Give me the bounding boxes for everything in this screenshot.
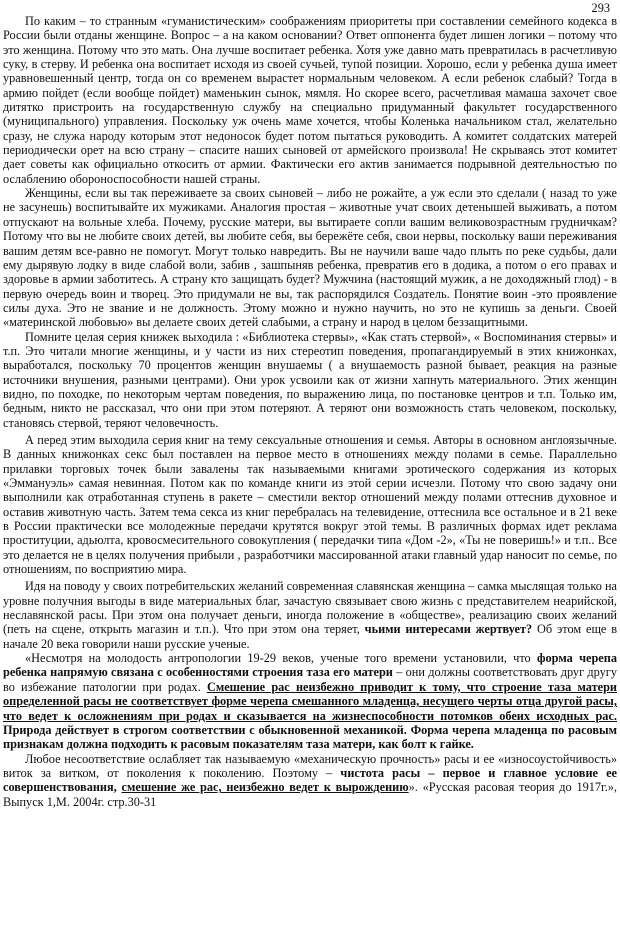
text-run: Природа действует в строгом соответствии с обыкновенной механикой. Форма черепа младенца по расовым признакам должна подходить к расовым показателям таза матери, как болт к гайке. xyxy=(3,722,617,752)
text-run: ». «Русская расовая теория до 1917г.», Выпуск 1,М. 2004г. стр.30-31 xyxy=(3,780,617,809)
paragraph-3 xyxy=(3,330,617,430)
text-run: Любое несоответствие ослабляет так называемую «механическую прочность» расы и ее «износоустойчивость» виток за витком, от поколения к поколению. Поэтому – xyxy=(3,751,617,780)
text-run: Женщины, если вы так переживаете за своих сыновей – либо не рожайте, а уж если это сделали ( назад то уже не засунешь) воспитывайте их мужиками. Аналогия простая – животные учат своих детенышей выживать, а потом отпускают на вольные хлеба. Почему, русские матери, вы вытираете сопли вашим великовозрастным грудничкам? Потому что вы не любите своих детей, вы любите себя, вы бережёте себя, свои нервы, поскольку ваши переживания вашим детям все-равно не помогут. Могут только навредить. Вы не научили ваше чадо плыть по реке судьбы, дали ему дырявую лодку в виде слабой воли, забив , зашпыняв ребенка, превратив его в додика, а потом о его правах и здоровье в армии заботитесь. А страну кто защищать будет? Мужчина (настоящий мужик, а не доходяжный глод) - в первую очередь воин и творец. Это придумали не вы, так распорядился Создатель. Понятие воин -это проявление силы духа. Это не звание и не должность. Этому можно и нужно научить, но это не купишь за деньги. Своей «материнской любовью» вы делаете своих детей слабыми, а страну и народ в целом беззащитными. xyxy=(3,186,617,330)
paragraph-6 xyxy=(3,651,617,751)
text-run: Идя на поводу у своих потребительских желаний современная славянская женщина – самка мыслящая только на уровне получния выгоды в виде материальных благ, зачастую связывает свою жизнь с представителем неарийской, неславянской расы. При этом она получает деньги, иногда положение в «обществе», реализацию своих желаний (петь на сцене, открыть магазин и т.п.). Что при этом она теряет, xyxy=(3,579,618,637)
paragraph-4 xyxy=(3,433,617,576)
page-number: 293 xyxy=(591,1,610,15)
text-run: смешение же рас, неизбежно ведет к вырождению xyxy=(121,780,409,795)
text-run: чистота расы – первое и главное условие ее совершенствования, xyxy=(3,765,618,795)
text-run: «Несмотря на молодость антропологии 19-29 веков, ученые того времени установили, что xyxy=(25,651,538,666)
document-body xyxy=(3,14,617,809)
text-run: Об этом еще в начале 20 века говорили наши русские ученые. xyxy=(3,622,617,651)
text-run: А перед этим выходила серия книг на тему сексуальные отношения и семья. Авторы в основном англоязычные. В данных книжонках секс был поставлен на первое место в отношениях между полами в семье. Параллельно прилавки торговых точек были завалены так называемыми книгами эротического содержания из которых «Эммануэль» самая невинная. Потом как по команде книги из этой серии исчезли. Потому что свою задачу они выполнили как отработанная ступень в ракете – сместили вектор отношений между полами оттеснив духовное и оставив животную часть. Затем тема секса из книг перебралась на телевидение, оттеснила все остальное и в 21 веке в России практически все молодежные передачи крутятся вокруг этой темы. В различных формах идет реклама проституции, адьюлта, кровосмесительного совокупления ( передачки типа «Дом -2», «Ты не поверишь!» и т.п.. Все это делается не в целях получения прибыли , разработчики массированной атаки главный удар наносит по семье, по отношениям, по восприятию мира. xyxy=(3,432,617,577)
paragraph-5 xyxy=(3,579,617,651)
paragraph-7 xyxy=(3,752,617,809)
paragraph-2 xyxy=(3,186,617,329)
text-run: чьими интересами жертвует? xyxy=(364,622,533,637)
text-run: форма черепа ребенка напрямую связана с особенностями строения таза его матери xyxy=(3,651,617,680)
text-run: По каким – то странным «гуманистическим» соображениям приоритеты при составлении семейного кодекса в России были отданы женщине. Вопрос – а на каком основании? Ответ оппонента будет лишен логики – потому что это женщина. Потому что это мать. Она лучше воспитает ребенка. Хотя уже давно мать превратилась в расчетливую суку, в стерву. И ребенка она воспитает исходя из своей сучьей, тупой позиции. Хорошо, если у ребенка душа имеет уравновешенный центр, тогда он со временем вырастет нормальным человеком. А если ребенок слабый? Тогда в армию пойдет (если вообще пойдет) маменькин сынок, мямля. Но скорее всего, расчетливая мамаша захочет свое дитятко пристроить на государственную службу на специально придуманный факультет государственного (муниципального) управления. Поскольку уж очень маме хочется, чтобы Коленька начальником стал, желательно сразу, не служа народу которым этот недоносок будет потом пытаться руководить. А комитет солдатских матерей периодически орет на всю страну – спасите наших сыновей от армейского произвола! Не скрываясь этот комитет дает советы как официально откосить от армии. Фактически его актив занимается подрывной деятельностью по ослаблению обороноспособности нашей страны. xyxy=(3,14,617,186)
text-run: Смешение рас неизбежно приводит к тому, что строение таза матери определенной расы не соответствует форме черепа смешанного младенца, несущего черты отца другой расы, что ведет к осложнениям при родах и сказывается на жизнеспособности потомков обеих исходных рас. xyxy=(3,679,617,723)
paragraph-1 xyxy=(3,14,617,186)
text-run: Помните целая серия книжек выходила : «Библиотека стервы», «Как стать стервой», « Воспоминания стервы» и т.п. Это читали многие женщины, и у части из них стереотип поведения, пропагандируемый в этих книжонках, выработался, поскольку 70 процентов женщин внушаемы ( а внушаемость разной бывает, реакция на разные источники внушения, разными центрами). Они урок усвоили как от жизни хапнуть материального. Этих женщин видно, по походке, по некоторым чертам поведения, по выражению лица, по постановке центров и т.п. Только им, бедным, никто не рассказал, что они при этом потеряют. А теряют они возможность стать человеком, поскольку, становясь стервой, теряют человечность. xyxy=(3,329,617,430)
text-run: – они должны соответствовать друг другу во избежание патологии при родах. xyxy=(3,665,618,694)
